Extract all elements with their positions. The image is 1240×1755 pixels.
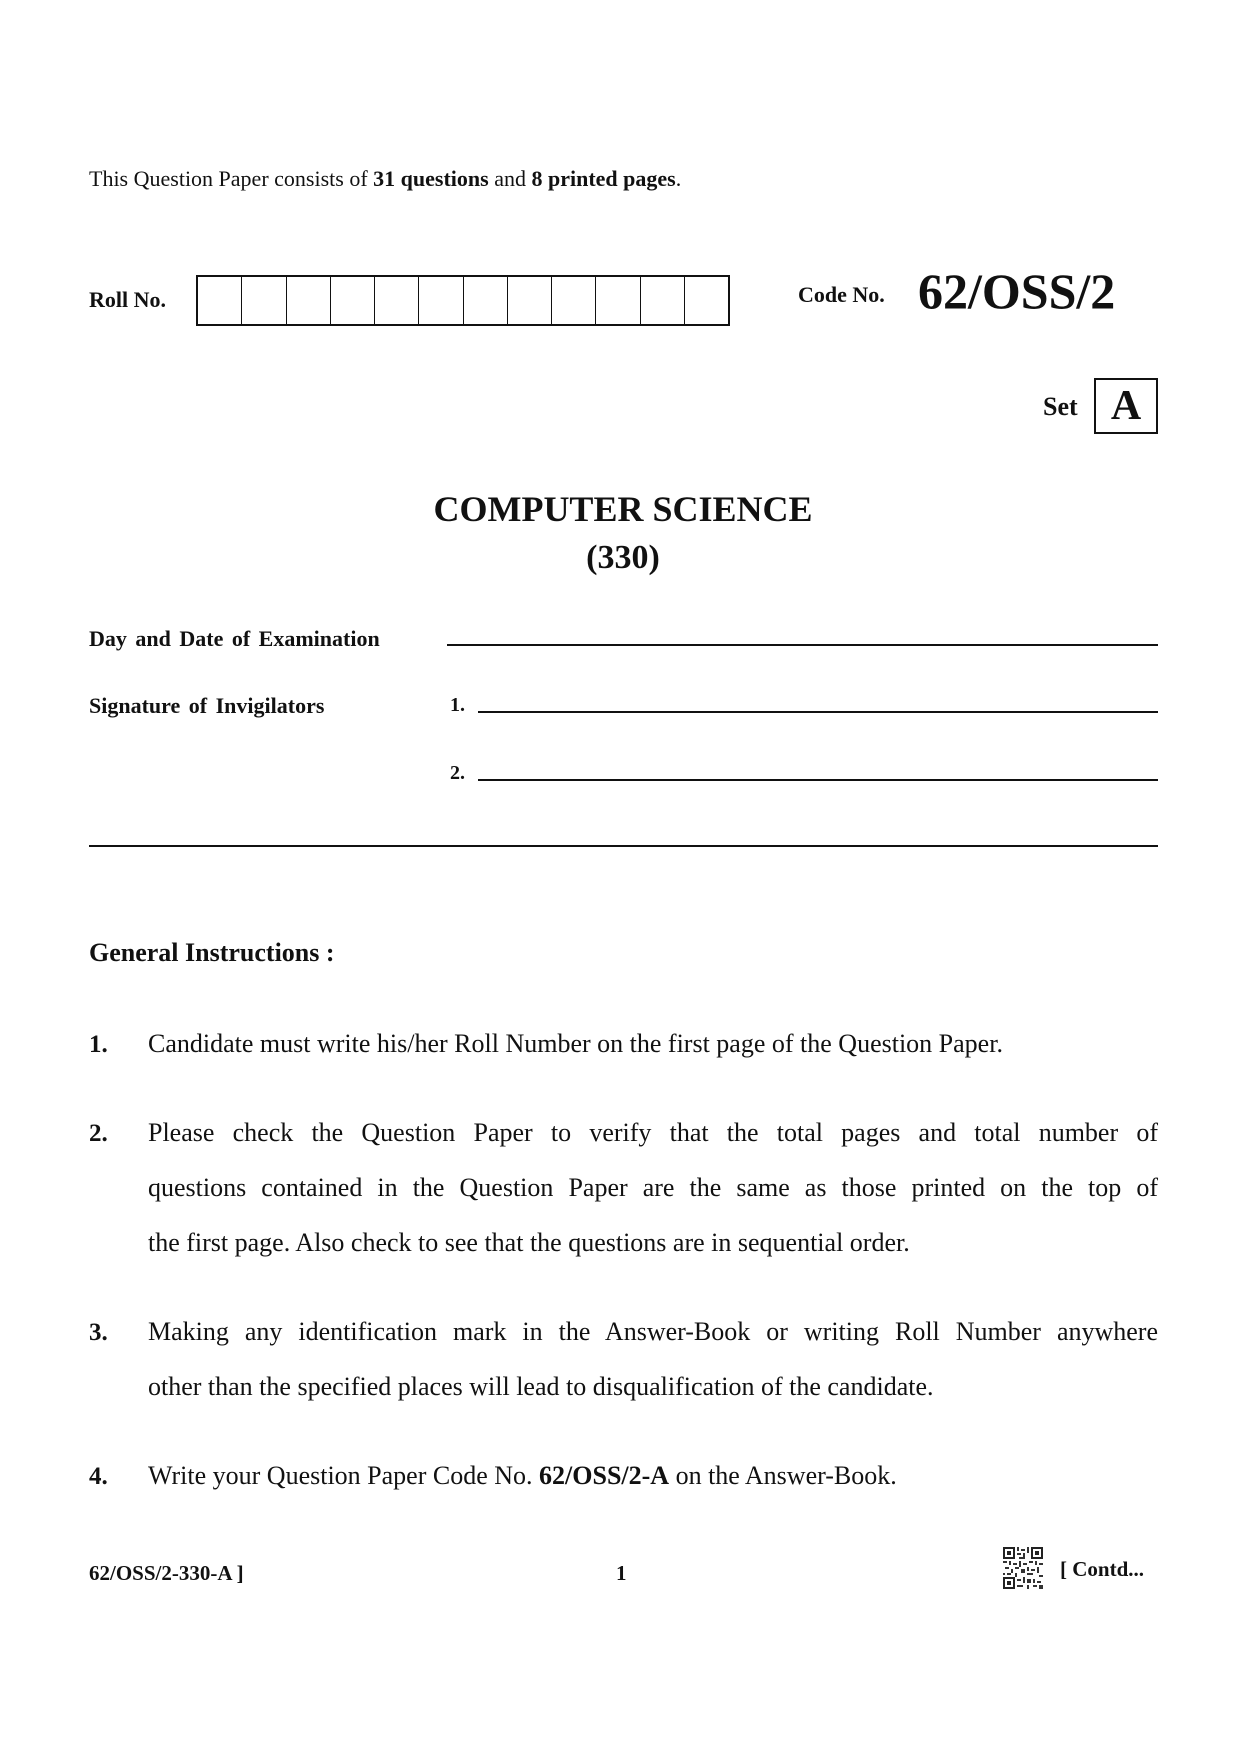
code-number-label: Code No. — [798, 282, 885, 307]
roll-number-boxes[interactable] — [196, 275, 730, 326]
instruction-2-line-3: the first page. Also check to see that the questions are in sequential order. — [148, 1228, 910, 1257]
instructions-heading: General Instructions : — [89, 938, 335, 967]
answer-book-code: 62/OSS/2-A — [539, 1461, 670, 1490]
qr-code-icon — [1003, 1547, 1043, 1589]
roll-number-label: Roll No. — [89, 287, 166, 312]
roll-number-box[interactable] — [242, 277, 286, 324]
instruction-1-number: 1. — [89, 1031, 108, 1058]
instruction-1-line-1: Candidate must write his/her Roll Number on the first page of the Question Paper. — [148, 1029, 1003, 1058]
instruction-2-line-2: questions contained in the Question Paper are the same as those printed on the top of — [148, 1173, 1158, 1202]
exam-date-label: Day and Date of Examination — [89, 626, 380, 651]
roll-number-box[interactable] — [596, 277, 640, 324]
instruction-3-line-1: Making any identification mark in the Answer-Book or writing Roll Number anywhere — [148, 1317, 1158, 1346]
roll-number-box[interactable] — [685, 277, 728, 324]
roll-number-box[interactable] — [419, 277, 463, 324]
instruction-4-number: 4. — [89, 1463, 108, 1490]
question-count: 31 questions — [373, 166, 489, 191]
roll-number-box[interactable] — [641, 277, 685, 324]
footer-paper-code: 62/OSS/2-330-A ] — [89, 1561, 244, 1585]
roll-number-box[interactable] — [508, 277, 552, 324]
exam-date-line[interactable] — [447, 644, 1158, 646]
summary-text: and — [488, 166, 532, 191]
summary-text: . — [675, 166, 682, 191]
instruction-3-line-2: other than the specified places will lead to disqualification of the candidate. — [148, 1372, 934, 1401]
summary-text: This Question Paper consists of — [89, 166, 374, 191]
subject-code: (330) — [586, 539, 660, 576]
signature-1-line[interactable] — [478, 711, 1158, 713]
roll-number-box[interactable] — [464, 277, 508, 324]
page-number: 1 — [616, 1561, 627, 1585]
roll-number-box[interactable] — [331, 277, 375, 324]
page-count: 8 printed pages — [531, 166, 676, 191]
code-number-value: 62/OSS/2 — [918, 263, 1116, 319]
roll-number-box[interactable] — [287, 277, 331, 324]
instruction-2-number: 2. — [89, 1120, 108, 1147]
signature-2-number: 2. — [450, 762, 465, 784]
signature-2-line[interactable] — [478, 779, 1158, 781]
invigilators-label: Signature of Invigilators — [89, 693, 325, 718]
signature-1-number: 1. — [450, 694, 465, 716]
page-title: COMPUTER SCIENCE — [433, 489, 813, 529]
section-divider — [89, 845, 1158, 847]
roll-number-box[interactable] — [198, 277, 242, 324]
instruction-4-text: Write your Question Paper Code No. — [148, 1461, 540, 1490]
instruction-3-number: 3. — [89, 1319, 108, 1346]
set-value-box: A — [1094, 378, 1158, 434]
roll-number-box[interactable] — [375, 277, 419, 324]
roll-number-box[interactable] — [552, 277, 596, 324]
set-label: Set — [1043, 392, 1078, 421]
instruction-2-line-1: Please check the Question Paper to verify that the total pages and total number of — [148, 1118, 1158, 1147]
continued-label: [ Contd... — [1060, 1557, 1145, 1581]
instruction-4-text: on the Answer-Book. — [669, 1461, 897, 1490]
instruction-4-line-1 — [148, 1461, 1158, 1491]
paper-summary — [89, 166, 681, 192]
